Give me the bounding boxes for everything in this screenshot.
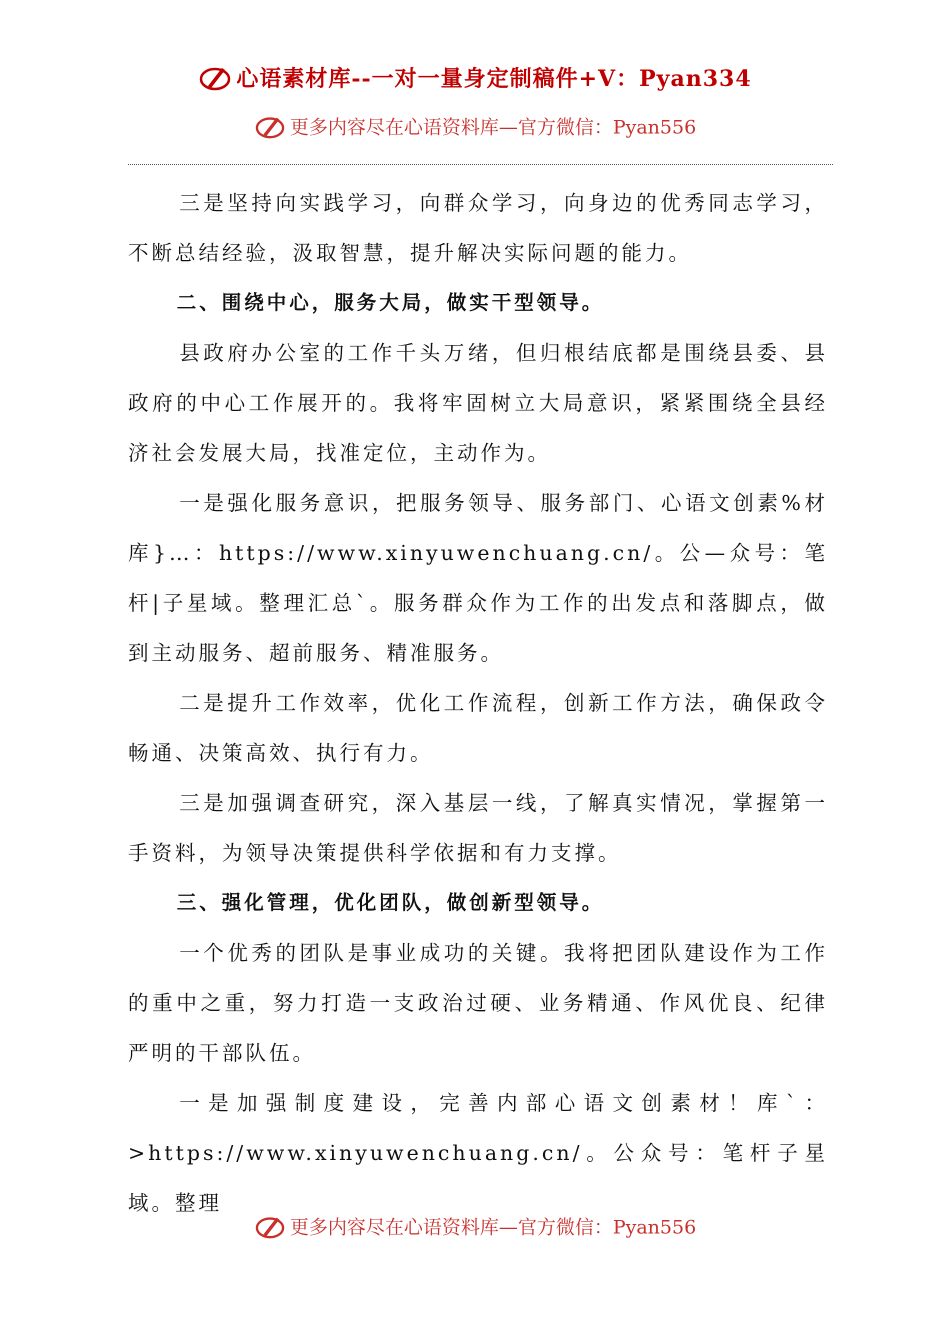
- footer-text: 更多内容尽在心语资料库—官方微信：Pyan556: [289, 1216, 697, 1239]
- header-title: [0, 62, 950, 98]
- header-subtitle-text: 更多内容尽在心语资料库—官方微信：Pyan556: [289, 116, 697, 139]
- paragraph: 二是提升工作效率，优化工作流程，创新工作方法，确保政令畅通、决策高效、执行有力。: [128, 691, 828, 765]
- paragraph: 三是坚持向实践学习，向群众学习，向身边的优秀同志学习，不断总结经验，汲取智慧，提升解决实际问题的能力。: [128, 191, 828, 265]
- paragraph: 县政府办公室的工作千头万绪，但归根结底都是围绕县委、县政府的中心工作展开的。我将牢固树立大局意识，紧紧围绕全县经济社会发展大局，找准定位，主动作为。: [128, 341, 828, 465]
- header-divider: [128, 164, 833, 165]
- section-heading: 二、围绕中心，服务大局，做实干型领导。: [176, 291, 605, 314]
- paragraph: 三是加强调查研究，深入基层一线，了解真实情况，掌握第一手资料，为领导决策提供科学依据和有力支撑。: [128, 791, 828, 865]
- pen-logo-icon: [254, 1212, 286, 1245]
- paragraph: 一是加强制度建设，完善内部心语文创素材！库`：>https://www.xinyuwenchuang.cn/。公众号：笔杆子星域。整理: [128, 1091, 828, 1215]
- header-subtitle: [0, 112, 950, 145]
- pen-logo-icon: [198, 62, 232, 98]
- section-heading: 三、强化管理，优化团队，做创新型领导。: [176, 891, 605, 914]
- header-title-text: 心语素材库--一对一量身定制稿件+V：Pyan334: [236, 66, 752, 92]
- pen-logo-icon: [254, 112, 286, 145]
- footer: [0, 1212, 950, 1245]
- paragraph: 一是强化服务意识，把服务领导、服务部门、心语文创素%材库}…：https://www.xinyuwenchuang.cn/。公—众号：笔杆|子星域。整理汇总`。服务群众作为工作的出发点和落脚点，做到主动服务、超前服务、精准服务。: [128, 491, 828, 665]
- document-body: [128, 178, 828, 1228]
- paragraph: 一个优秀的团队是事业成功的关键。我将把团队建设作为工作的重中之重，努力打造一支政治过硬、业务精通、作风优良、纪律严明的干部队伍。: [128, 941, 828, 1065]
